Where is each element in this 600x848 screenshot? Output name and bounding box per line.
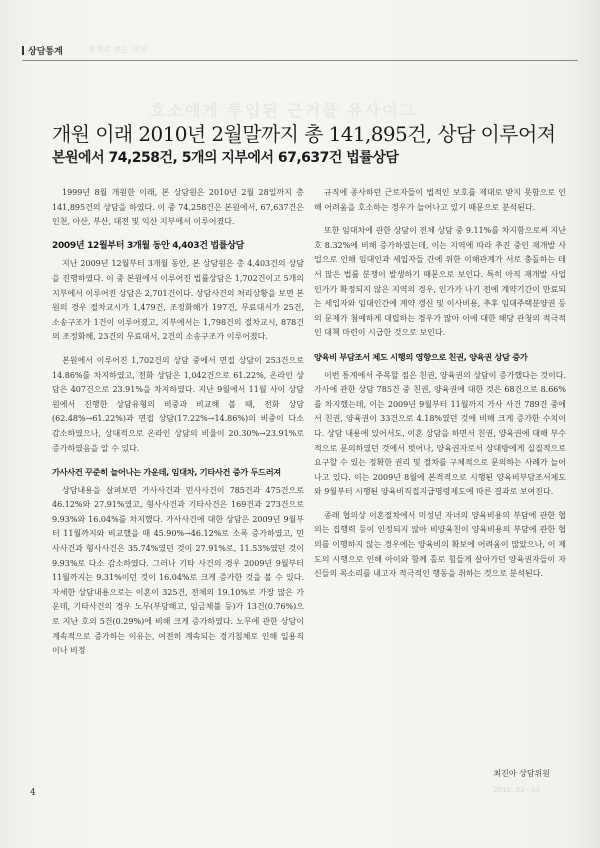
paragraph: 종래 협의상 이혼절차에서 미성년 자녀의 양육비용의 부담에 관한 협의는 집행력 등이 인정되지 않아 비양육친이 양육비용의 부담에 관한 협의를 이행하지 않는 경우에는 양육비의 확보에 어려움이 많았으나, 이 제도의 시행으로 인해 아이와 함께 홀로 힘들게 살아가던 양육권자들이 자신들의 목소리를 내고자 적극적인 행동을 취하는 것으로 분석된다. bbox=[314, 510, 566, 579]
bleed-through-footer: 2010. 03 · 04 bbox=[493, 786, 540, 794]
section-heading: 양육비 부담조서 제도 시행의 영향으로 친권, 양육권 상담 증가 bbox=[314, 351, 528, 362]
bleed-through-title: 호소에게 투입된 근거를 유사여그 bbox=[150, 101, 418, 120]
left-column bbox=[52, 186, 304, 668]
section-bar bbox=[22, 46, 24, 55]
section-tag bbox=[22, 44, 63, 57]
section-heading: 2009년 12월부터 3개월 동안 4,403건 법률상담 bbox=[52, 240, 244, 251]
paragraph: 본원에서 이루어진 1,702건의 상담 중에서 면접 상담이 253건으로 14.86%를 차지하였고, 전화 상담은 1,042건으로 61.22%, 온라인 상담은 407건으로 23.91%을 차지하였다. 지난 9월에서 11월 사이 상담원에서 진행한 상담유형의 비중과 비교해 볼 때, 전화 상담(62.48%→61.22%)과 면접 상담(17.22%→14.86%)의 비중이 다소 감소하였으나, 상대적으로 온라인 상담의 비율이 20.30%→23.91%로 증가하였음을 알 수 있다. bbox=[52, 355, 304, 453]
paragraph: 이번 통계에서 주목할 점은 친권, 양육권의 상담이 증가했다는 것이다. 가사에 관한 상담 785건 중 친권, 양육권에 대한 것은 68건으로 8.66%를 차지했는데, 이는 2009년 9월부터 11월까지 가사 사건 789건 중에서 친권, 양육권이 33건으로 4.18%였던 것에 비해 크게 증가한 수치이다. 상담 내용에 있어서도, 이혼 상담을 하면서 친권, 양육권에 대해 부수적으로 문의하였던 것에서 벗어나, 양육권자로서 상대방에게 실질적으로 요구할 수 있는 정확한 권리 및 절차를 구체적으로 문의하는 사례가 늘어나고 있다. 이는 2009년 8월에 본격적으로 시행된 양육비부담조서제도와 9월부터 시행된 양육비직접지급명령제도에 따른 결과로 보여진다. bbox=[314, 370, 566, 497]
paragraph: 지난 2009년 12월부터 3개월 동안, 본 상담원은 총 4,403건의 상담을 진행하였다. 이 중 본원에서 이루어진 법률상담은 1,702건이고 5개의 지부에서 이루어진 상담은 2,701건이다. 상담사건의 처리상황을 보면 본원의 경우 절차교시가 1,479건, 조정화해가 197건, 무료대서가 25건, 소송구조가 1건이 이루어졌고, 지부에서는 1,798건의 절차교시, 878건의 조정화해, 23건의 무료대서, 2건의 소송구조가 이루어졌다. bbox=[52, 259, 304, 342]
author-byline: 최진아 상담위원 bbox=[493, 769, 550, 778]
page-number: 4 bbox=[30, 788, 36, 798]
paragraph: 규직에 종사하던 근로자들이 법적인 보호를 제대로 받지 못함으로 인해 어려움을 호소하는 경우가 늘어나고 있기 때문으로 분석된다. bbox=[314, 188, 566, 212]
paragraph: 1999년 8월 개원한 이래, 본 상담원은 2010년 2월 28일까지 총 141,895건의 상담을 하였다. 이 중 74,258건은 본원에서, 67,637건은 인천, 아산, 부산, 대전 및 익산 지부에서 이루어졌다. bbox=[52, 188, 304, 227]
bleed-through-header: 통계로 보는 세상 bbox=[88, 45, 148, 54]
section-heading: 가사사건 꾸준히 늘어나는 가운데, 임대차, 기타사건 증가 두드러져 bbox=[52, 467, 281, 478]
article-title: 개원 이래 2010년 2월말까지 총 141,895건, 상담 이루어져 bbox=[52, 122, 556, 146]
header-rule bbox=[22, 60, 578, 61]
paragraph: 상담내용을 살펴보면 가사사건과 민사사건이 785건과 475건으로 46.12%와 27.91%였고, 형사사건과 기타사건은 169건과 273건으로 9.93%와 16.04%를 차지했다. 가사사건에 대한 상담은 2009년 9월부터 11월까지와 비교했을 때 45.90%→46.12%로 소폭 증가하였고, 민사사건과 형사사건은 35.74%였던 것이 27.91%로, 11.53%였던 것이 9.93%로 다소 감소하였다. 그러나 기타 사건의 경우 2009년 9월부터 11월까지는 9.31%이던 것이 16.04%로 크게 증가한 것을 볼 수 있다. 자세한 상담내용으로는 이혼이 325건, 전체의 19.10%로 가장 많은 가운데, 기타사건의 경우 노무(부당해고, 임금체불 등)가 13건(0.76%)으로 지난 호의 5건(0.29%)에 비해 크게 증가하였다. 노무에 관한 상담이 계속적으로 증가하는 이유는, 여전히 계속되는 경기침체로 인해 일용직이나 비정 bbox=[52, 485, 304, 656]
paragraph: 또한 임대차에 관한 상담이 전체 상담 중 9.11%를 차지함으로써 지난 호 8.32%에 비해 증가하였는데, 이는 지역에 따라 추진 중인 재개발 사업으로 인해 임대인과 세입자들 간에 위한 이해관계가 서로 충돌하는 데서 많은 법률 분쟁이 발생하기 때문으로 보인다. 특히 아직 재개발 사업 인가가 확정되지 않은 지역의 경우, 인가가 나기 전에 계약기간이 만료되는 세입자와 임대인간에 계약 갱신 및 이사비용, 추후 임대주택분양권 등의 문제가 첨예하게 대립하는 경우가 많아 이에 대한 해당 관청의 적극적인 대책 마련이 시급한 것으로 보인다. bbox=[314, 226, 566, 338]
right-column bbox=[314, 186, 566, 591]
article-subtitle: 본원에서 74,258건, 5개의 지부에서 67,637건 법률상담 bbox=[52, 150, 399, 166]
section-label: 상담통계 bbox=[28, 47, 63, 57]
